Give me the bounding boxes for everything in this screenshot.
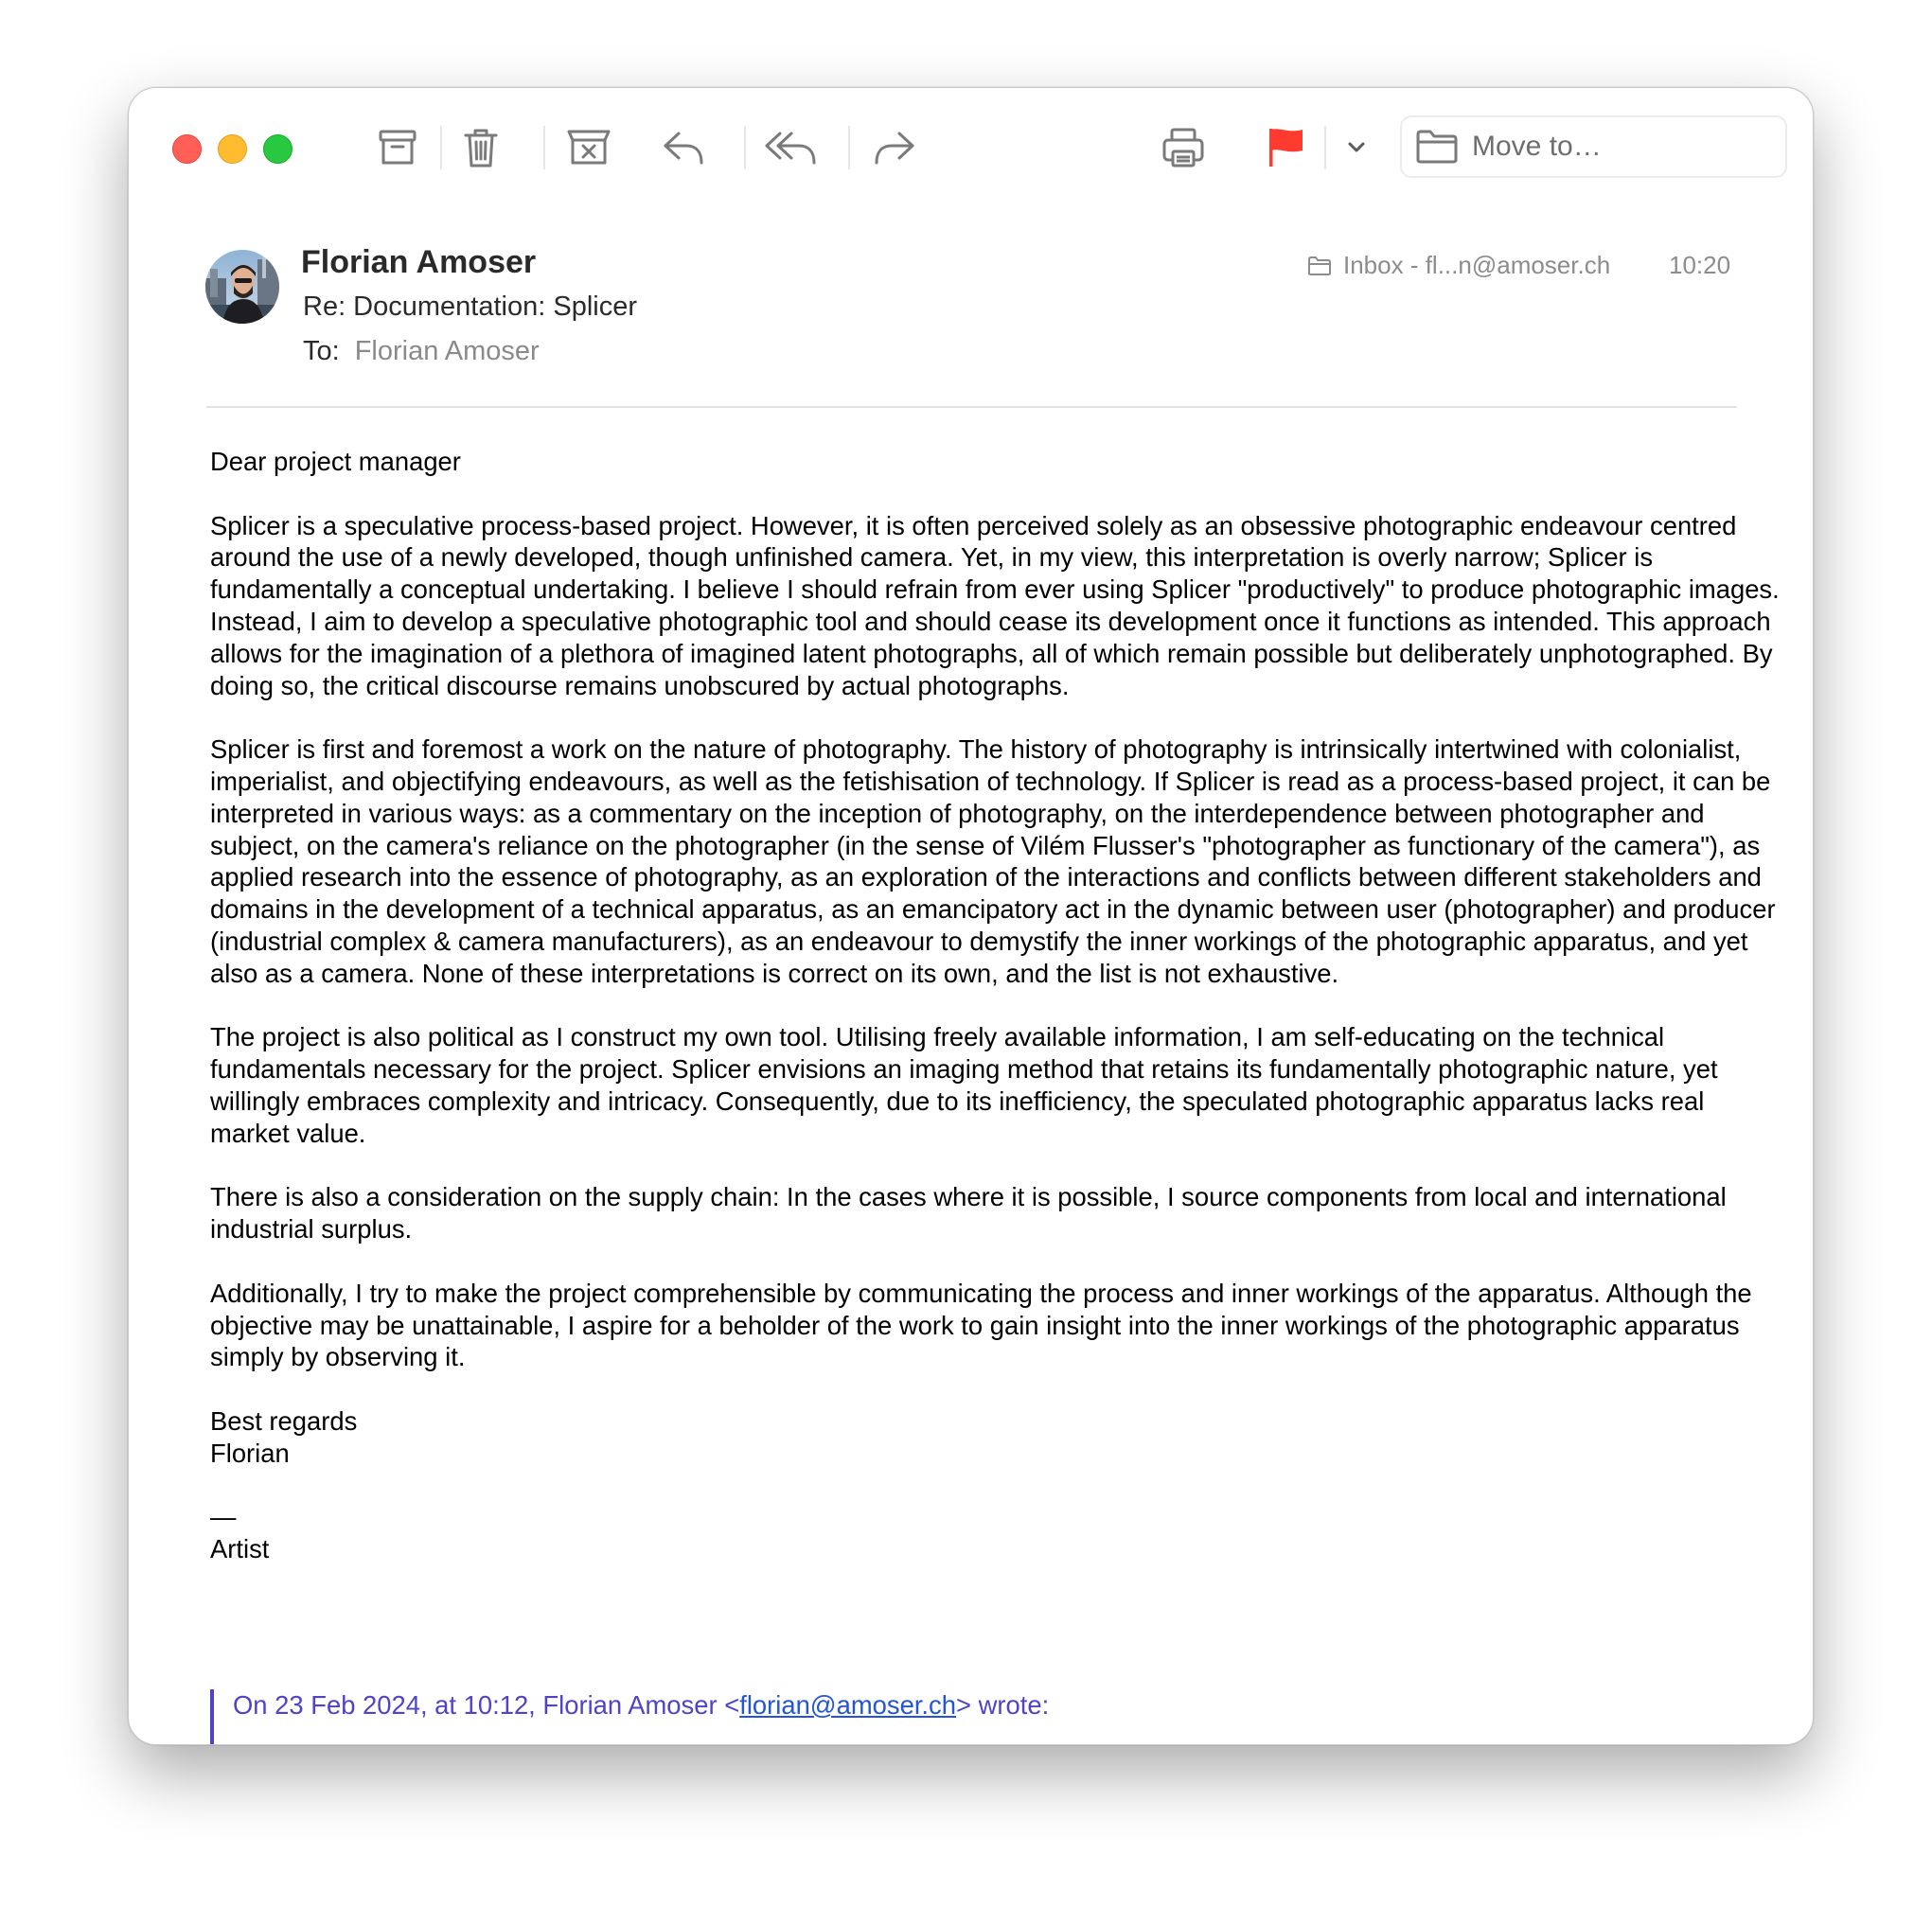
recipient-name[interactable]: Florian Amoser (354, 336, 540, 366)
message-body (210, 446, 1781, 1565)
mailbox-name: Inbox - fl...n@amoser.ch (1343, 251, 1611, 279)
folder-icon (1415, 129, 1459, 165)
body-paragraph: There is also a consideration on the supply chain: In the cases where it is possible, I source components from local and international industrial surplus. (210, 1182, 1727, 1245)
flag-icon (1267, 127, 1304, 168)
trash-icon (463, 127, 499, 168)
move-to-field[interactable] (1400, 115, 1787, 178)
junk-icon (566, 129, 612, 167)
mailbox-indicator (1307, 251, 1610, 280)
avatar-photo (205, 250, 279, 324)
body-paragraph: Additionally, I try to make the project comprehensible by communicating the process and inner workings of the apparatus. Although the objective may be unattainable, I aspire for a beholder of the work to gain insight into the inner workings of the photographic apparatus simply by observing it. (210, 1278, 1752, 1372)
delete-button[interactable] (451, 120, 511, 175)
to-label: To: (303, 336, 340, 366)
header-divider (206, 406, 1737, 408)
sender-avatar[interactable] (205, 250, 279, 324)
reply-button[interactable] (653, 120, 714, 175)
mail-window (128, 87, 1814, 1745)
move-to-label: Move to… (1472, 131, 1602, 162)
reply-all-button[interactable] (760, 120, 821, 175)
forward-button[interactable] (864, 120, 925, 175)
archive-button[interactable] (367, 120, 428, 175)
printer-icon (1161, 127, 1205, 168)
flag-menu-button[interactable] (1338, 120, 1375, 175)
body-paragraph: Splicer is first and foremost a work on the nature of photography. The history of photography is intrinsically intertwined with colonialist, imperialist, and objectifying endeavours, as well as the fetishisation of technology. If Splicer is read as a process-based project, it can be interpreted in various ways: as a commentary on the inception of photography, on the interdependence between photographer and subject, on the camera's reliance on the photographer (in the sense of Vilém Flusser's "photographer as functionary of the camera"), as applied research into the essence of photography, as an exploration of the interactions and conflicts between different stakeholders and domains in the development of a technical apparatus, as an emancipatory act in the dynamic between user (photographer) and producer (industrial complex & camera manufacturers), as an endeavour to demystify the inner workings of the photographic apparatus, and yet also as a camera. None of these interpretations is correct on its own, and the list is not exhaustive. (210, 734, 1776, 988)
signature-title: Artist (210, 1534, 270, 1564)
minimize-window-button[interactable] (218, 134, 247, 164)
body-paragraph: The project is also political as I construct my own tool. Utilising freely available information, I am self-educating on the technical fundamentals necessary for the project. Splicer envisions an imaging method that retains its fundamentally photographic nature, yet willingly embraces complexity and intricacy. Consequently, due to its inefficiency, the speculated photographic apparatus lacks real market value. (210, 1022, 1718, 1148)
greeting: Dear project manager (210, 447, 461, 476)
recipient-row (303, 336, 540, 367)
reply-all-icon (763, 129, 818, 167)
junk-button[interactable] (562, 120, 615, 175)
flag-button[interactable] (1261, 120, 1310, 175)
signature-block (210, 1405, 1781, 1565)
quote-email-link[interactable]: florian@amoser.ch (739, 1690, 956, 1720)
chevron-down-icon (1347, 141, 1366, 154)
quote-prefix: On 23 Feb 2024, at 10:12, Florian Amoser < (233, 1690, 740, 1720)
signature-dash: — (210, 1502, 237, 1532)
close-window-button[interactable] (172, 134, 202, 164)
closing: Best regards (210, 1405, 358, 1436)
signature-name: Florian (210, 1438, 290, 1468)
forward-icon (873, 129, 916, 167)
subject-line: Re: Documentation: Splicer (303, 291, 637, 322)
archive-icon (378, 129, 417, 167)
quoted-header (210, 1689, 1747, 1745)
sender-name[interactable]: Florian Amoser (301, 244, 537, 280)
print-button[interactable] (1153, 120, 1214, 175)
message-time: 10:20 (1669, 251, 1731, 279)
zoom-window-button[interactable] (263, 134, 292, 164)
body-paragraph: Splicer is a speculative process-based project. However, it is often perceived solely as an obsessive photographic endeavour centred around the use of a newly developed, though unfinished camera. Yet, in my view, this interpretation is overly narrow; Splicer is fundamentally a conceptual undertaking. I believe I should refrain from ever using Splicer "productively" to produce photographic images. Instead, I aim to develop a speculative photographic tool and should cease its development once it functions as intended. This approach allows for the imagination of a plethora of imagined latent photographs, all of which remain possible but deliberately unphotographed. By doing so, the critical discourse remains unobscured by actual photographs. (210, 510, 1780, 700)
quote-suffix: > wrote: (955, 1690, 1050, 1720)
folder-icon (1307, 256, 1332, 276)
reply-icon (662, 129, 705, 167)
toolbar (129, 88, 1813, 209)
